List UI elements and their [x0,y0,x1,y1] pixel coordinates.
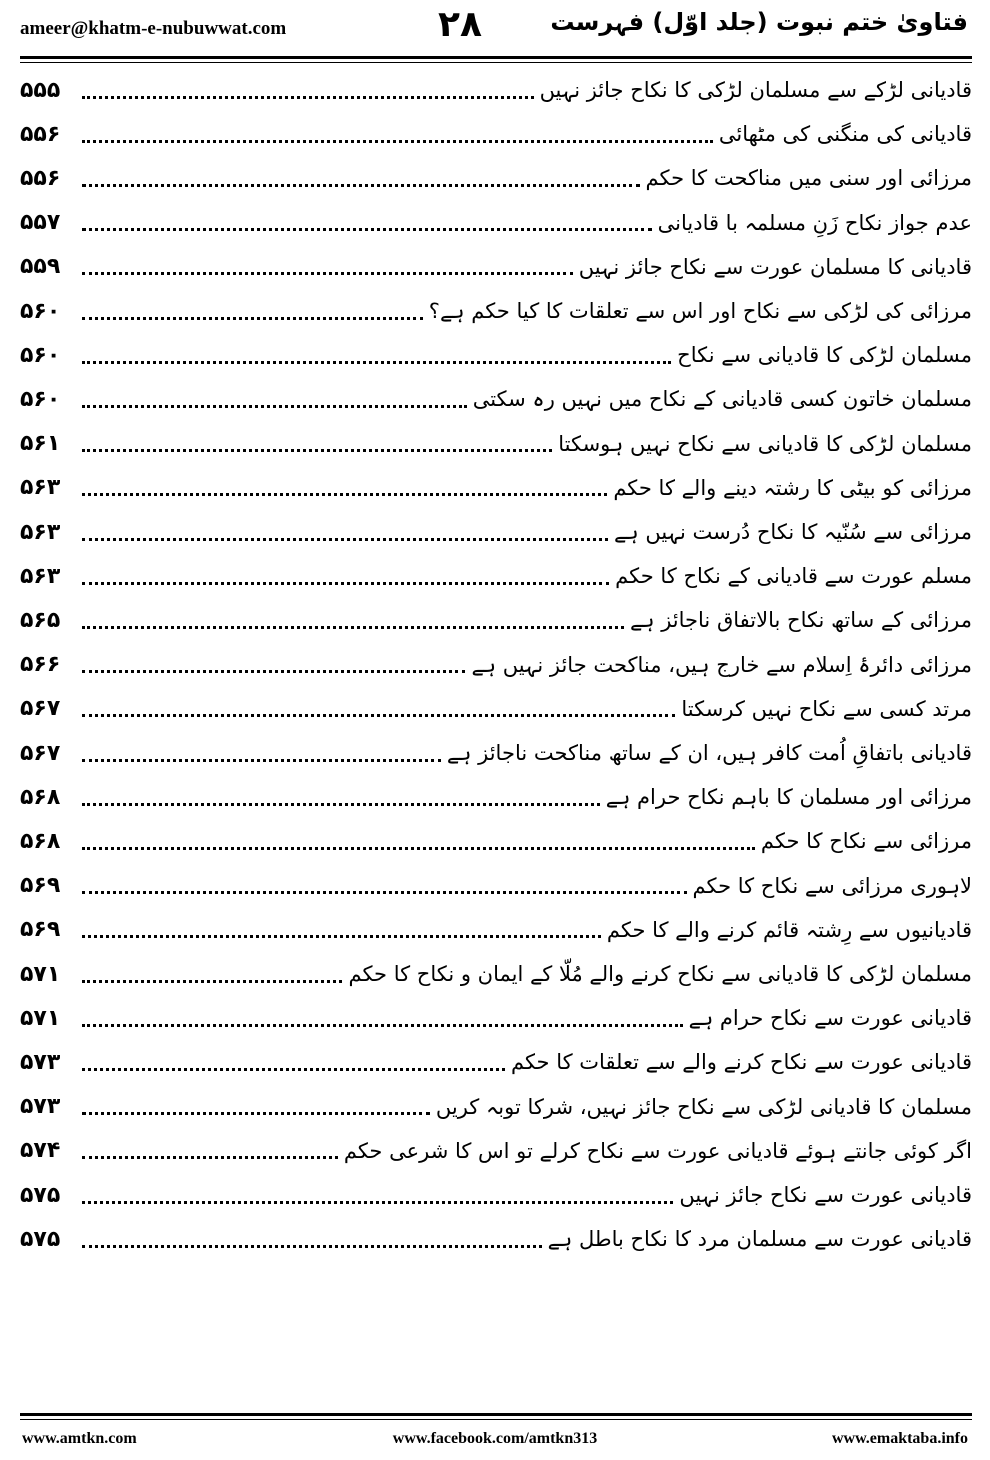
toc-entry[interactable] [20,864,972,908]
toc-entry-title: قادیانی کی منگنی کی مٹھائی [718,122,972,147]
dot-leader [82,759,441,762]
toc-entry-page: ۵۶۳ [20,519,61,545]
toc-entry[interactable] [20,643,972,687]
dot-leader [82,1024,683,1027]
toc-entry[interactable] [20,245,972,289]
toc-entry-page: ۵۷۳ [20,1049,61,1075]
dot-leader [82,96,534,99]
toc-entry[interactable] [20,1129,972,1173]
page-footer [0,1428,990,1454]
toc-entry[interactable] [20,201,972,245]
footer-rule-thick [20,1413,972,1416]
dot-leader [82,670,465,673]
toc-entry[interactable] [20,1173,972,1217]
toc-entry[interactable] [20,554,972,598]
dot-leader [82,184,640,187]
toc-entry-page: ۵۶۹ [20,873,61,899]
toc-entry[interactable] [20,908,972,952]
toc-entry[interactable] [20,1217,972,1261]
toc-entry[interactable] [20,68,972,112]
toc-entry-page: ۵۶۰ [20,298,61,324]
dot-leader [82,493,607,496]
toc-entry-title: قادیانی عورت سے مسلمان مرد کا نکاح باطل ہے [547,1227,972,1252]
toc-entry[interactable] [20,112,972,156]
toc-entry-title: مسلمان لڑکی کا قادیانی سے نکاح کرنے والے مُلّا کے ایمان و نکاح کا حکم [348,962,972,986]
toc-entry-page: ۵۵۶ [20,165,61,191]
toc-entry-page: ۵۶۸ [20,828,61,854]
toc-entry[interactable] [20,996,972,1040]
toc-entry[interactable] [20,466,972,510]
dot-leader [82,317,423,320]
dot-leader [82,847,755,850]
dot-leader [82,803,600,806]
toc-entry-page: ۵۵۶ [20,121,61,147]
toc-entry-title: مرتد کسی سے نکاح نہیں کرسکتا [681,696,972,721]
toc-entry-page: ۵۶۰ [20,386,61,412]
footer-link-emaktaba[interactable]: www.emaktaba.info [831,1430,968,1447]
toc-entry-page: ۵۷۱ [20,961,61,987]
header-rule-thin [20,62,972,63]
dot-leader [82,980,342,983]
toc-entry-title: لاہوری مرزائی سے نکاح کا حکم [692,873,972,898]
toc-entry[interactable] [20,1085,972,1129]
footer-link-facebook[interactable]: www.facebook.com/amtkn313 [392,1430,598,1447]
dot-leader [82,228,652,231]
toc-entry-title: مرزائی کی لڑکی سے نکاح اور اس سے تعلقات کا کیا حکم ہے؟ [428,299,972,323]
toc-entry-title: مسلمان لڑکی کا قادیانی سے نکاح [677,343,972,368]
toc-entry-page: ۵۷۵ [20,1226,61,1252]
toc-entry[interactable] [20,598,972,642]
toc-entry[interactable] [20,156,972,200]
toc-entry-title: مرزائی اور مسلمان کا باہم نکاح حرام ہے [605,785,972,810]
toc-entry-page: ۵۶۵ [20,607,61,633]
toc-entry[interactable] [20,289,972,333]
dot-leader [82,714,675,717]
toc-entry-title: قادیانی عورت سے نکاح جائز نہیں [679,1183,972,1207]
toc-entry-title: قادیانی عورت سے نکاح کرنے والے سے تعلقات کا حکم [510,1050,972,1075]
dot-leader [82,1156,338,1159]
dot-leader [82,1201,673,1204]
toc-entry-page: ۵۷۳ [20,1094,61,1120]
toc-entry[interactable] [20,775,972,819]
toc-entry-page: ۵۶۳ [20,475,61,501]
page-header [0,0,990,64]
toc-entry-page: ۵۶۶ [20,652,61,678]
toc-entry[interactable] [20,731,972,775]
dot-leader [82,140,713,143]
dot-leader [82,1112,430,1115]
dot-leader [82,272,573,275]
toc-entry-title: مسلمان خاتون کسی قادیانی کے نکاح میں نہیں رہ سکتی [472,387,972,412]
toc-entry-title: قادیانیوں سے رِشتہ قائم کرنے والے کا حکم [606,917,972,942]
toc-entry-title: مسلمان کا قادیانی لڑکی سے نکاح جائز نہیں، شرکا توبہ کریں [435,1094,972,1119]
toc-entry-page: ۵۶۳ [20,563,61,589]
toc-entry-page: ۵۵۷ [20,210,61,236]
toc-entry-title: قادیانی عورت سے نکاح حرام ہے [688,1006,972,1031]
toc-entry-page: ۵۶۹ [20,917,61,943]
toc-entry-title: قادیانی کا مسلمان عورت سے نکاح جائز نہیں [578,254,972,279]
toc-entry[interactable] [20,1040,972,1084]
toc-entry-title: مسلم عورت سے قادیانی کے نکاح کا حکم [615,564,972,589]
dot-leader [82,935,601,938]
toc-entry[interactable] [20,510,972,554]
book-title: فتاویٰ ختم نبوت (جلد اوّل) فہرست [550,8,968,36]
toc-entry[interactable] [20,952,972,996]
dot-leader [82,1245,542,1248]
toc-entry-title: عدم جواز نکاح زَنِ مسلمہ با قادیانی [657,210,972,235]
toc-entry-page: ۵۷۱ [20,1005,61,1031]
header-rule-thick [20,56,972,59]
toc-entry-title: مرزائی کو بیٹی کا رشتہ دینے والے کا حکم [613,475,972,500]
footer-link-amtkn[interactable]: www.amtkn.com [22,1430,137,1447]
dot-leader [82,405,467,408]
toc-entry[interactable] [20,333,972,377]
toc-entry-title: قادیانی باتفاقِ اُمت کافر ہیں، ان کے ساتھ مناکحت ناجائز ہے [446,741,972,765]
toc-entry[interactable] [20,377,972,421]
footer-rule-thin [20,1419,972,1420]
toc-entry[interactable] [20,422,972,466]
page-number: ۲۸ [438,4,482,45]
toc-entry-page: ۵۶۰ [20,342,61,368]
toc-entry-title: مرزائی دائرۂ اِسلام سے خارج ہیں، مناکحت جائز نہیں ہے [471,652,972,677]
toc-entry[interactable] [20,687,972,731]
toc-entry-page: ۵۶۷ [20,740,61,766]
dot-leader [82,1068,505,1071]
toc-entry-title: مرزائی سے سُنّیہ کا نکاح دُرست نہیں ہے [614,520,972,544]
dot-leader [82,449,552,452]
dot-leader [82,538,608,541]
toc-entry-page: ۵۶۱ [20,431,61,457]
toc-entry-page: ۵۷۴ [20,1138,61,1164]
toc-entry[interactable] [20,819,972,863]
dot-leader [82,891,687,894]
toc-entry-page: ۵۶۷ [20,696,61,722]
dot-leader [82,626,624,629]
toc-entry-title: مرزائی کے ساتھ نکاح بالاتفاق ناجائز ہے [629,608,972,633]
toc-entry-page: ۵۷۵ [20,1182,61,1208]
dot-leader [82,361,671,364]
toc-entry-title: مرزائی سے نکاح کا حکم [760,829,972,854]
toc-entry-title: مسلمان لڑکی کا قادیانی سے نکاح نہیں ہوسکتا [558,431,972,456]
toc-entry-title: مرزائی اور سنی میں مناکحت کا حکم [645,166,972,191]
toc-entry-page: ۵۵۹ [20,254,61,280]
header-email[interactable]: ameer@khatm-e-nubuwwat.com [20,18,287,39]
toc-entry-page: ۵۶۸ [20,784,61,810]
toc-entry-page: ۵۵۵ [20,77,61,103]
toc-entry-title: قادیانی لڑکے سے مسلمان لڑکی کا نکاح جائز نہیں [539,78,972,102]
toc-entry-title: اگر کوئی جانتے ہوئے قادیانی عورت سے نکاح کرلے تو اس کا شرعی حکم [343,1138,972,1163]
dot-leader [82,582,609,585]
